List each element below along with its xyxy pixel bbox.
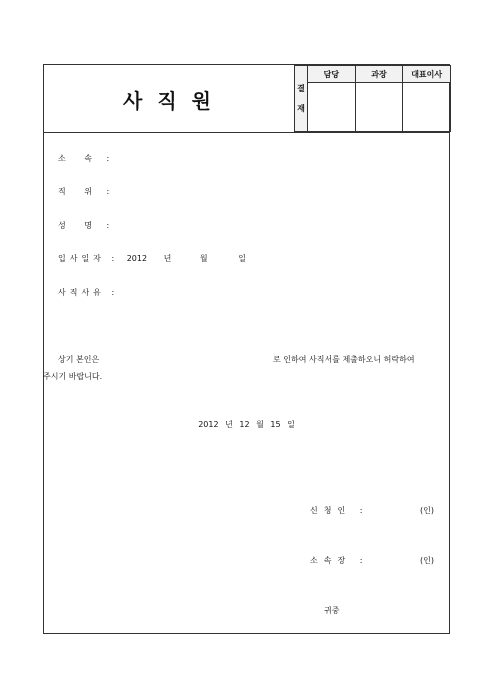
applicant-label: 신청인 : xyxy=(310,506,369,515)
approval-label-char-2: 재 xyxy=(297,103,305,113)
approval-column-manager: 과장 xyxy=(355,66,403,83)
hire-date-year: 2012 xyxy=(126,254,148,263)
approval-label-char-1: 결 xyxy=(297,83,305,93)
field-hire-date xyxy=(58,253,246,264)
hire-date-day-unit: 일 xyxy=(238,254,246,263)
field-name xyxy=(58,220,109,231)
document-title: 사 직 원 xyxy=(123,89,215,113)
field-affiliation-colon: : xyxy=(106,154,110,163)
field-reason xyxy=(58,287,114,298)
field-affiliation xyxy=(58,153,109,164)
department-head-seal: (인) xyxy=(420,556,434,565)
approval-column-ceo: 대표이사 xyxy=(403,66,451,83)
field-reason-colon: : xyxy=(111,288,115,297)
field-hire-date-colon: : xyxy=(111,254,115,263)
department-head-label: 소속장 : xyxy=(310,556,369,565)
field-position-colon: : xyxy=(106,187,110,196)
applicant-seal: (인) xyxy=(420,506,434,515)
statement-line1-end: 로 인하여 사직서를 제출하오니 허락하여 xyxy=(273,355,415,364)
approval-sign-manager[interactable] xyxy=(355,83,403,132)
header-divider xyxy=(44,132,449,133)
field-name-colon: : xyxy=(106,221,110,230)
approval-sign-ceo[interactable] xyxy=(403,83,451,132)
field-hire-date-label: 입사일자 xyxy=(58,254,105,263)
field-name-label: 성 명 xyxy=(58,221,100,230)
field-position xyxy=(58,186,109,197)
approval-sign-staff[interactable] xyxy=(308,83,356,132)
resignation-form xyxy=(43,64,450,634)
statement-line1-start: 상기 본인은 xyxy=(58,355,100,364)
submission-date: 2012 년 12 월 15 일 xyxy=(198,420,295,429)
approval-label xyxy=(295,66,308,132)
hire-date-year-unit: 년 xyxy=(163,254,172,263)
approval-table xyxy=(294,65,451,132)
field-affiliation-label: 소 속 xyxy=(58,154,100,163)
closing-recipient: 귀중 xyxy=(324,606,340,615)
field-reason-label: 사직사유 xyxy=(58,288,105,297)
statement-line2: 주시기 바랍니다. xyxy=(43,372,103,381)
field-position-label: 직 위 xyxy=(58,187,100,196)
hire-date-month-unit: 월 xyxy=(199,254,208,263)
approval-column-staff: 담당 xyxy=(308,66,356,83)
